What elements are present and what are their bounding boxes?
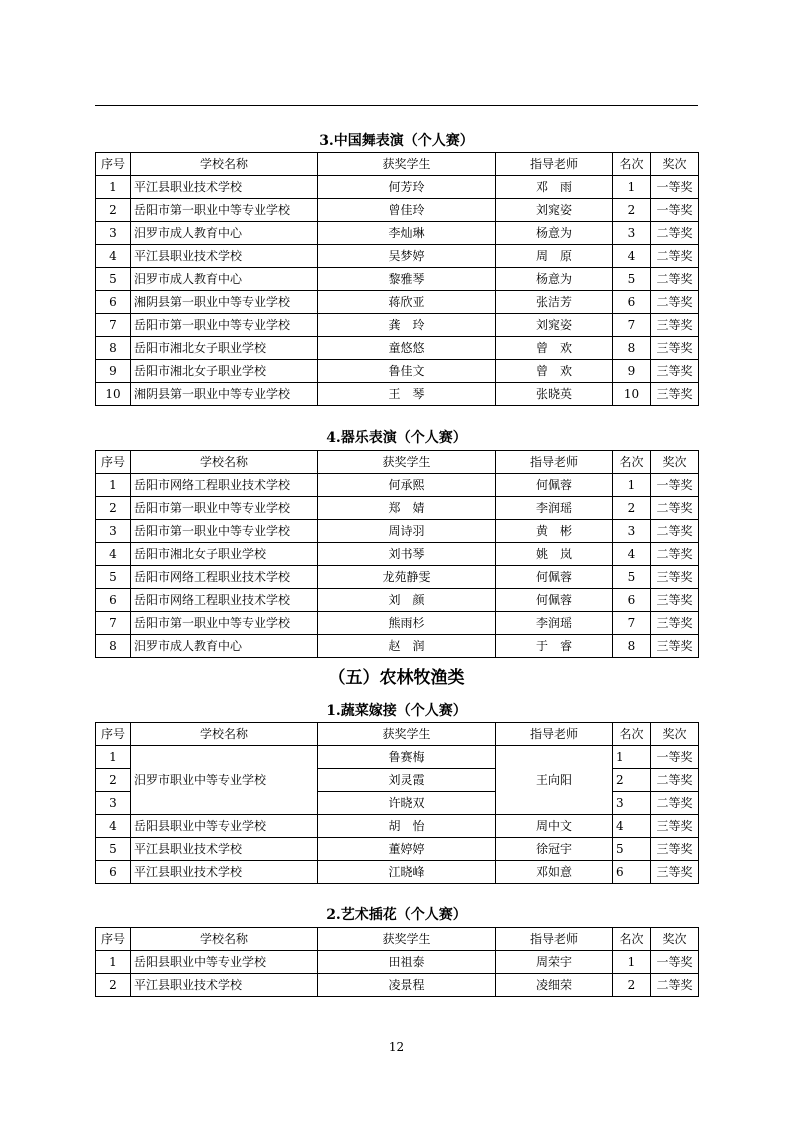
cell-school: 岳阳市第一职业中等专业学校 [131, 314, 318, 337]
cell-award: 二等奖 [651, 222, 699, 245]
cell-seq: 1 [96, 951, 131, 974]
cell-student: 吴梦婷 [318, 245, 496, 268]
cell-student: 李灿琳 [318, 222, 496, 245]
cell-student: 郑 婧 [318, 497, 496, 520]
cell-teacher: 周荣宇 [496, 951, 613, 974]
cell-rank: 3 [613, 222, 651, 245]
cell-teacher: 何佩蓉 [496, 589, 613, 612]
section-title-vegetable-grafting: 1.蔬菜嫁接（个人赛） [326, 703, 467, 719]
cell-teacher: 姚 岚 [496, 543, 613, 566]
cell-school: 岳阳市第一职业中等专业学校 [131, 612, 318, 635]
header-school: 学校名称 [131, 451, 318, 474]
header-rule [95, 105, 698, 106]
cell-teacher: 曾 欢 [496, 360, 613, 383]
cell-rank: 1 [613, 746, 651, 769]
table-row [96, 838, 699, 861]
cell-seq: 6 [96, 291, 131, 314]
table-row [96, 222, 699, 245]
cell-award: 二等奖 [651, 520, 699, 543]
cell-student: 刘 颜 [318, 589, 496, 612]
cell-teacher: 徐冠宇 [496, 838, 613, 861]
cell-seq: 5 [96, 268, 131, 291]
header-teacher: 指导老师 [496, 723, 613, 746]
cell-student: 许晓双 [318, 792, 496, 815]
page-number: 12 [388, 1040, 405, 1054]
cell-student: 刘书琴 [318, 543, 496, 566]
header-seq: 序号 [96, 928, 131, 951]
cell-seq: 1 [96, 474, 131, 497]
cell-school: 汨罗市成人教育中心 [131, 635, 318, 658]
cell-school: 岳阳市网络工程职业技术学校 [131, 589, 318, 612]
header-school: 学校名称 [131, 723, 318, 746]
cell-award: 二等奖 [651, 268, 699, 291]
cell-award: 三等奖 [651, 383, 699, 406]
cell-rank: 1 [613, 474, 651, 497]
cell-award: 三等奖 [651, 314, 699, 337]
table-row [96, 612, 699, 635]
cell-school: 岳阳县职业中等专业学校 [131, 951, 318, 974]
cell-school: 平江县职业技术学校 [131, 861, 318, 884]
cell-seq: 1 [96, 746, 131, 769]
cell-school-merged: 汨罗市职业中等专业学校 [131, 746, 318, 815]
cell-award: 二等奖 [651, 245, 699, 268]
header-teacher: 指导老师 [496, 928, 613, 951]
cell-award: 二等奖 [651, 974, 699, 997]
header-seq: 序号 [96, 451, 131, 474]
table-row [96, 566, 699, 589]
header-rank: 名次 [613, 451, 651, 474]
cell-teacher: 何佩蓉 [496, 474, 613, 497]
cell-rank: 3 [613, 792, 651, 815]
cell-student: 何芳玲 [318, 176, 496, 199]
cell-school: 岳阳县职业中等专业学校 [131, 815, 318, 838]
cell-seq: 3 [96, 520, 131, 543]
table-row [96, 199, 699, 222]
cell-student: 王 琴 [318, 383, 496, 406]
table-header-row [96, 451, 699, 474]
cell-rank: 6 [613, 861, 651, 884]
cell-rank: 2 [613, 497, 651, 520]
cell-student: 蒋欣亚 [318, 291, 496, 314]
cell-award: 一等奖 [651, 474, 699, 497]
header-school: 学校名称 [131, 153, 318, 176]
cell-seq: 2 [96, 497, 131, 520]
cell-award: 二等奖 [651, 792, 699, 815]
cell-teacher: 刘窕姿 [496, 314, 613, 337]
cell-student: 何承熙 [318, 474, 496, 497]
cell-school: 湘阴县第一职业中等专业学校 [131, 291, 318, 314]
cell-award: 三等奖 [651, 589, 699, 612]
cell-seq: 8 [96, 337, 131, 360]
cell-award: 三等奖 [651, 838, 699, 861]
category-title-agriculture: （五）农林牧渔类 [328, 668, 465, 688]
cell-rank: 9 [613, 360, 651, 383]
cell-seq: 6 [96, 589, 131, 612]
cell-school: 湘阴县第一职业中等专业学校 [131, 383, 318, 406]
header-rank: 名次 [613, 928, 651, 951]
cell-student: 刘灵霞 [318, 769, 496, 792]
header-seq: 序号 [96, 153, 131, 176]
table-row [96, 746, 699, 769]
table-instrumental [95, 450, 699, 658]
table-row [96, 951, 699, 974]
header-student: 获奖学生 [318, 451, 496, 474]
cell-student: 周诗羽 [318, 520, 496, 543]
cell-rank: 1 [613, 951, 651, 974]
cell-teacher: 李润瑶 [496, 497, 613, 520]
table-row [96, 245, 699, 268]
cell-rank: 4 [613, 245, 651, 268]
table-row [96, 815, 699, 838]
cell-rank: 5 [613, 268, 651, 291]
cell-student: 董婷婷 [318, 838, 496, 861]
header-award: 奖次 [651, 723, 699, 746]
table-header-row [96, 723, 699, 746]
cell-seq: 4 [96, 543, 131, 566]
cell-teacher: 刘窕姿 [496, 199, 613, 222]
cell-rank: 4 [613, 543, 651, 566]
cell-award: 二等奖 [651, 291, 699, 314]
cell-seq: 9 [96, 360, 131, 383]
table-row [96, 635, 699, 658]
cell-seq: 6 [96, 861, 131, 884]
header-rank: 名次 [613, 153, 651, 176]
header-teacher: 指导老师 [496, 153, 613, 176]
table-row [96, 383, 699, 406]
cell-student: 龙苑静雯 [318, 566, 496, 589]
section-title-instrumental: 4.器乐表演（个人赛） [326, 430, 467, 446]
table-row [96, 360, 699, 383]
cell-teacher: 杨意为 [496, 222, 613, 245]
cell-student: 鲁佳文 [318, 360, 496, 383]
table-row [96, 589, 699, 612]
cell-student: 黎雅琴 [318, 268, 496, 291]
cell-seq: 2 [96, 974, 131, 997]
table-row [96, 268, 699, 291]
cell-teacher: 杨意为 [496, 268, 613, 291]
table-row [96, 497, 699, 520]
cell-seq: 7 [96, 612, 131, 635]
cell-rank: 4 [613, 815, 651, 838]
cell-award: 一等奖 [651, 176, 699, 199]
cell-teacher: 邓 雨 [496, 176, 613, 199]
cell-seq: 4 [96, 815, 131, 838]
cell-school: 岳阳市第一职业中等专业学校 [131, 520, 318, 543]
cell-award: 三等奖 [651, 566, 699, 589]
cell-award: 一等奖 [651, 746, 699, 769]
cell-seq: 10 [96, 383, 131, 406]
cell-student: 熊雨杉 [318, 612, 496, 635]
cell-school: 汨罗市成人教育中心 [131, 268, 318, 291]
cell-teacher: 周 原 [496, 245, 613, 268]
cell-school: 岳阳市第一职业中等专业学校 [131, 199, 318, 222]
cell-school: 平江县职业技术学校 [131, 176, 318, 199]
table-row [96, 291, 699, 314]
cell-rank: 2 [613, 769, 651, 792]
table-row [96, 543, 699, 566]
cell-seq: 4 [96, 245, 131, 268]
cell-teacher: 何佩蓉 [496, 566, 613, 589]
cell-student: 龚 玲 [318, 314, 496, 337]
cell-rank: 7 [613, 314, 651, 337]
header-student: 获奖学生 [318, 928, 496, 951]
cell-rank: 3 [613, 520, 651, 543]
header-teacher: 指导老师 [496, 451, 613, 474]
table-row [96, 176, 699, 199]
cell-award: 三等奖 [651, 337, 699, 360]
table-header-row [96, 153, 699, 176]
cell-student: 童悠悠 [318, 337, 496, 360]
cell-teacher: 周中文 [496, 815, 613, 838]
cell-seq: 3 [96, 222, 131, 245]
cell-teacher-merged: 王向阳 [496, 746, 613, 815]
cell-seq: 2 [96, 199, 131, 222]
table-vegetable-grafting [95, 722, 699, 884]
cell-teacher: 曾 欢 [496, 337, 613, 360]
cell-seq: 8 [96, 635, 131, 658]
cell-student: 鲁赛梅 [318, 746, 496, 769]
table-chinese-dance [95, 152, 699, 406]
section-title-flower-arranging: 2.艺术插花（个人赛） [326, 907, 467, 923]
header-school: 学校名称 [131, 928, 318, 951]
table-row [96, 474, 699, 497]
cell-award: 二等奖 [651, 543, 699, 566]
cell-seq: 2 [96, 769, 131, 792]
cell-student: 赵 润 [318, 635, 496, 658]
cell-award: 一等奖 [651, 199, 699, 222]
table-header-row [96, 928, 699, 951]
table-row [96, 974, 699, 997]
cell-school: 岳阳市湘北女子职业学校 [131, 337, 318, 360]
table-row [96, 861, 699, 884]
cell-school: 平江县职业技术学校 [131, 838, 318, 861]
header-seq: 序号 [96, 723, 131, 746]
cell-school: 岳阳市网络工程职业技术学校 [131, 566, 318, 589]
cell-school: 平江县职业技术学校 [131, 245, 318, 268]
cell-rank: 5 [613, 838, 651, 861]
cell-award: 三等奖 [651, 861, 699, 884]
cell-rank: 10 [613, 383, 651, 406]
cell-rank: 5 [613, 566, 651, 589]
cell-award: 二等奖 [651, 769, 699, 792]
cell-teacher: 黄 彬 [496, 520, 613, 543]
table-row [96, 520, 699, 543]
cell-teacher: 凌细荣 [496, 974, 613, 997]
header-student: 获奖学生 [318, 153, 496, 176]
cell-student: 曾佳玲 [318, 199, 496, 222]
cell-award: 二等奖 [651, 497, 699, 520]
cell-rank: 8 [613, 337, 651, 360]
cell-award: 三等奖 [651, 360, 699, 383]
cell-award: 一等奖 [651, 951, 699, 974]
cell-teacher: 张洁芳 [496, 291, 613, 314]
cell-teacher: 张晓英 [496, 383, 613, 406]
cell-teacher: 于 睿 [496, 635, 613, 658]
section-title-chinese-dance: 3.中国舞表演（个人赛） [319, 133, 474, 149]
cell-school: 岳阳市网络工程职业技术学校 [131, 474, 318, 497]
cell-student: 胡 怡 [318, 815, 496, 838]
cell-rank: 2 [613, 974, 651, 997]
cell-student: 田祖泰 [318, 951, 496, 974]
cell-school: 岳阳市湘北女子职业学校 [131, 360, 318, 383]
cell-student: 江晓峰 [318, 861, 496, 884]
header-award: 奖次 [651, 153, 699, 176]
cell-award: 三等奖 [651, 815, 699, 838]
cell-rank: 6 [613, 589, 651, 612]
cell-school: 岳阳市湘北女子职业学校 [131, 543, 318, 566]
table-row [96, 314, 699, 337]
cell-award: 三等奖 [651, 635, 699, 658]
cell-seq: 1 [96, 176, 131, 199]
cell-rank: 7 [613, 612, 651, 635]
header-rank: 名次 [613, 723, 651, 746]
cell-student: 凌景程 [318, 974, 496, 997]
cell-school: 岳阳市第一职业中等专业学校 [131, 497, 318, 520]
table-row [96, 337, 699, 360]
cell-seq: 3 [96, 792, 131, 815]
cell-teacher: 邓如意 [496, 861, 613, 884]
cell-teacher: 李润瑶 [496, 612, 613, 635]
cell-award: 三等奖 [651, 612, 699, 635]
table-flower-arranging [95, 927, 699, 997]
cell-rank: 8 [613, 635, 651, 658]
cell-seq: 5 [96, 566, 131, 589]
cell-seq: 7 [96, 314, 131, 337]
cell-rank: 2 [613, 199, 651, 222]
cell-rank: 6 [613, 291, 651, 314]
cell-seq: 5 [96, 838, 131, 861]
header-student: 获奖学生 [318, 723, 496, 746]
cell-school: 汨罗市成人教育中心 [131, 222, 318, 245]
header-award: 奖次 [651, 928, 699, 951]
header-award: 奖次 [651, 451, 699, 474]
cell-rank: 1 [613, 176, 651, 199]
cell-school: 平江县职业技术学校 [131, 974, 318, 997]
